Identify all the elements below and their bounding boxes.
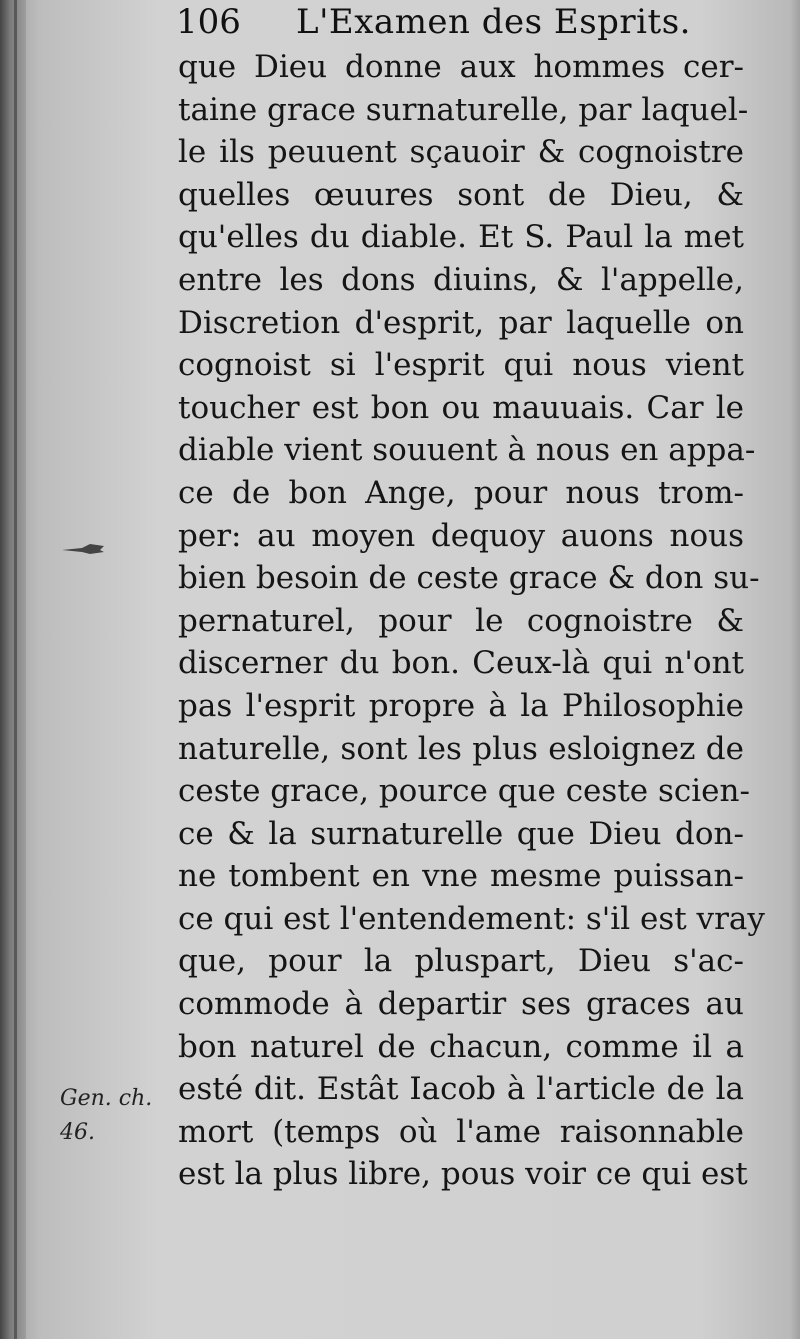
body-text	[178, 46, 765, 1196]
gutter-shadow	[14, 0, 17, 1339]
manicule-icon	[60, 538, 106, 560]
text-line: ce de bon Ange, pour nous trom-	[178, 474, 744, 511]
text-line: per: au moyen dequoy auons nous	[178, 517, 744, 554]
text-line: que Dieu donne aux hommes cer-	[178, 49, 744, 85]
text-line: que, pour la pluspart, Dieu s'ac-	[178, 943, 744, 980]
text-line: Discretion d'esprit, par laquelle on	[178, 304, 744, 341]
text-line: ne tombent en vne mesme puissan-	[178, 858, 744, 895]
text-line: le ils peuuent sçauoir & cognoistre	[178, 134, 744, 171]
text-line: cognoist si l'esprit qui nous vient	[178, 347, 744, 384]
text-line: est la plus libre, pous voir ce qui est	[178, 1156, 748, 1193]
text-line: entre les dons diuins, & l'appelle,	[178, 261, 744, 298]
text-line: pernaturel, pour le cognoistre &	[178, 602, 744, 639]
page-header	[176, 2, 736, 46]
text-line: quelles œuures sont de Dieu, &	[178, 176, 744, 213]
text-line: ceste grace, pource que ceste scien-	[178, 773, 750, 810]
text-line: bien besoin de ceste grace & don su-	[178, 560, 760, 597]
text-line: ce & la surnaturelle que Dieu don-	[178, 815, 744, 852]
running-title: L'Examen des Esprits.	[296, 2, 691, 42]
margin-note-chapter: 46.	[60, 1120, 95, 1145]
text-line: ce qui est l'entendement: s'il est vray	[178, 900, 765, 937]
text-line: commode à departir ses graces au	[178, 986, 744, 1023]
text-line: taine grace surnaturelle, par laquel-	[178, 91, 749, 128]
margin-note-reference: Gen. ch.	[60, 1086, 153, 1111]
text-line: bon naturel de chacun, comme il a	[178, 1028, 744, 1065]
text-line: qu'elles du diable. Et S. Paul la met	[178, 219, 744, 256]
text-line: discerner du bon. Ceux-là qui n'ont	[178, 645, 744, 682]
text-line: diable vient souuent à nous en appa-	[178, 432, 756, 469]
page-gutter	[0, 0, 26, 1339]
text-line: naturelle, sont les plus esloignez de	[178, 730, 744, 767]
text-line: mort (temps où l'ame raisonnable	[178, 1113, 744, 1150]
text-line: toucher est bon ou mauuais. Car le	[178, 389, 744, 426]
page-number: 106	[176, 2, 241, 42]
text-line: pas l'esprit propre à la Philosophie	[178, 687, 744, 724]
margin-note	[60, 1082, 170, 1150]
text-line: esté dit. Estât Iacob à l'article de la	[178, 1071, 744, 1108]
